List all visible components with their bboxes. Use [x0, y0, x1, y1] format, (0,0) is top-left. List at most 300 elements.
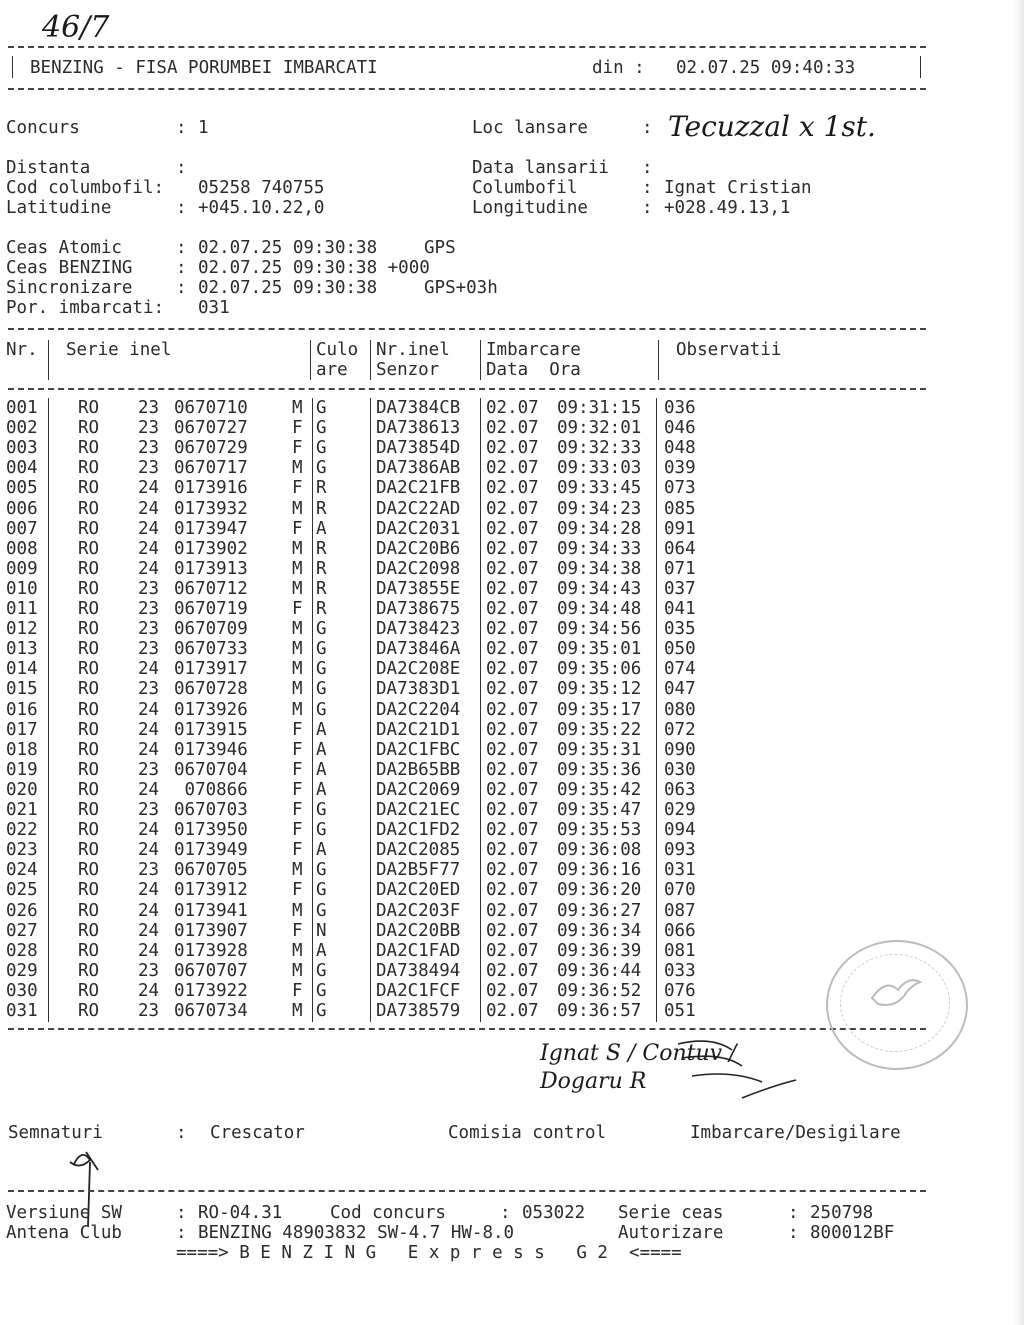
cell-date: 02.07 [486, 558, 539, 579]
cell-nr: 016 [6, 699, 38, 720]
cell-color: G [316, 1001, 327, 1021]
sincronizare-source: GPS+03h [424, 278, 498, 298]
cell-color: G [316, 980, 327, 1001]
versiune-sw-value: RO-04.31 [198, 1203, 283, 1223]
commission-signature-strokes [672, 1036, 802, 1116]
cell-sex: F [292, 739, 303, 760]
cell-year: 24 [138, 478, 160, 499]
cell-date: 02.07 [486, 398, 539, 418]
cell-country: RO [78, 518, 100, 539]
cell-sex: M [292, 940, 303, 961]
table-header-rule [8, 388, 926, 390]
cell-ring-number: 0670705 [174, 860, 248, 881]
cell-nr: 022 [6, 820, 38, 841]
ceas-atomic-source: GPS [424, 238, 456, 258]
header-top-rule [8, 46, 926, 48]
cell-observatii: 072 [664, 719, 696, 740]
cell-country: RO [78, 619, 100, 640]
cell-nr: 017 [6, 719, 38, 740]
cell-ring-number: 0173922 [174, 980, 248, 1001]
cell-date: 02.07 [486, 639, 539, 660]
cell-nr: 021 [6, 800, 38, 820]
cell-sensor: DA7384CB [376, 398, 461, 418]
cell-country: RO [78, 920, 100, 941]
table-row [0, 519, 1024, 539]
cell-time: 09:34:33 [557, 538, 642, 559]
cell-sex: M [292, 458, 303, 479]
cell-sex: M [292, 1001, 303, 1021]
cell-date: 02.07 [486, 498, 539, 519]
cell-observatii: 031 [664, 860, 696, 881]
longitudine-value: +028.49.13,1 [664, 198, 791, 218]
cod-concurs-label: Cod concurs [330, 1203, 446, 1223]
cell-date: 02.07 [486, 880, 539, 901]
cell-nr: 018 [6, 739, 38, 760]
cell-sex: F [292, 980, 303, 1001]
cell-country: RO [78, 840, 100, 861]
cell-ring-number: 0173946 [174, 739, 248, 760]
table-row [0, 780, 1024, 800]
cell-sensor: DA2C21D1 [376, 719, 461, 740]
cell-nr: 012 [6, 619, 38, 640]
serie-ceas-colon: : [788, 1203, 799, 1223]
cell-color: G [316, 860, 327, 881]
cell-sex: M [292, 679, 303, 700]
cell-nr: 007 [6, 518, 38, 539]
cell-year: 24 [138, 518, 160, 539]
cell-country: RO [78, 759, 100, 780]
cell-time: 09:35:47 [557, 800, 642, 820]
cell-nr: 002 [6, 418, 38, 439]
cell-time: 09:34:48 [557, 599, 642, 619]
cell-nr: 025 [6, 880, 38, 901]
cell-year: 24 [138, 920, 160, 941]
cell-year: 23 [138, 438, 160, 459]
cell-ring-number: 0173915 [174, 719, 248, 740]
table-row [0, 478, 1024, 498]
cell-color: G [316, 900, 327, 921]
cell-year: 23 [138, 1001, 160, 1021]
cell-time: 09:34:23 [557, 498, 642, 519]
cell-nr: 024 [6, 860, 38, 881]
cell-country: RO [78, 679, 100, 700]
data-lansarii-colon: : [642, 158, 653, 178]
cell-sensor: DA2C2085 [376, 840, 461, 861]
cell-ring-number: 0670719 [174, 599, 248, 619]
concurs-label: Concurs [6, 118, 80, 138]
cell-color: G [316, 458, 327, 479]
cell-sensor: DA2C1FCF [376, 980, 461, 1001]
cell-year: 23 [138, 679, 160, 700]
table-row [0, 438, 1024, 458]
cell-country: RO [78, 538, 100, 559]
cell-ring-number: 0670733 [174, 639, 248, 660]
cell-year: 23 [138, 458, 160, 479]
cell-time: 09:36:39 [557, 940, 642, 961]
longitudine-label: Longitudine [472, 198, 588, 218]
cell-date: 02.07 [486, 1001, 539, 1021]
latitudine-value: +045.10.22,0 [198, 198, 325, 218]
cell-ring-number: 0173950 [174, 820, 248, 841]
cell-sensor: DA2C20B6 [376, 538, 461, 559]
cell-year: 23 [138, 639, 160, 660]
cell-ring-number: 0173917 [174, 659, 248, 680]
cell-country: RO [78, 940, 100, 961]
porumbei-imbarcati-value: 031 [198, 298, 230, 318]
cell-date: 02.07 [486, 719, 539, 740]
table-bottom-rule [8, 1028, 926, 1030]
table-row [0, 820, 1024, 840]
cell-date: 02.07 [486, 518, 539, 539]
cell-sex: F [292, 820, 303, 841]
cell-time: 09:34:38 [557, 558, 642, 579]
cell-country: RO [78, 458, 100, 479]
cell-time: 09:36:08 [557, 840, 642, 861]
latitudine-colon: : [176, 198, 187, 218]
cell-country: RO [78, 558, 100, 579]
cell-sex: F [292, 800, 303, 820]
cell-date: 02.07 [486, 418, 539, 439]
cell-sensor: DA2C1FBC [376, 739, 461, 760]
cell-ring-number: 0670709 [174, 619, 248, 640]
cell-date: 02.07 [486, 920, 539, 941]
cell-year: 23 [138, 599, 160, 619]
cell-sex: F [292, 759, 303, 780]
table-row [0, 800, 1024, 820]
cell-sensor: DA2B65BB [376, 759, 461, 780]
cell-year: 24 [138, 659, 160, 680]
cell-sex: M [292, 558, 303, 579]
cell-sensor: DA2C22AD [376, 498, 461, 519]
cell-date: 02.07 [486, 659, 539, 680]
cell-year: 24 [138, 779, 160, 800]
cell-sensor: DA73854D [376, 438, 461, 459]
cell-ring-number: 0670704 [174, 759, 248, 780]
handwritten-page-mark: 46/7 [42, 10, 110, 45]
cell-nr: 019 [6, 759, 38, 780]
table-row [0, 418, 1024, 438]
cell-year: 24 [138, 980, 160, 1001]
cell-country: RO [78, 880, 100, 901]
table-row [0, 740, 1024, 760]
antena-club-value: BENZING 48903832 SW-4.7 HW-8.0 [198, 1223, 515, 1243]
cell-time: 09:35:42 [557, 779, 642, 800]
cell-nr: 011 [6, 599, 38, 619]
cell-year: 24 [138, 940, 160, 961]
cell-year: 24 [138, 739, 160, 760]
commission-signatures: Ignat S / Contuv / Dogaru R [540, 1041, 737, 1094]
cell-date: 02.07 [486, 759, 539, 780]
cell-nr: 014 [6, 659, 38, 680]
cell-ring-number: 0670707 [174, 960, 248, 981]
cell-observatii: 030 [664, 759, 696, 780]
cell-nr: 004 [6, 458, 38, 479]
cell-time: 09:36:27 [557, 900, 642, 921]
col-header-observatii: Observatii [676, 340, 782, 360]
cell-country: RO [78, 800, 100, 820]
cell-time: 09:36:16 [557, 860, 642, 881]
cell-year: 24 [138, 900, 160, 921]
cell-year: 24 [138, 699, 160, 720]
cell-sex: F [292, 880, 303, 901]
cell-color: G [316, 679, 327, 700]
cell-color: A [316, 719, 327, 740]
cell-year: 23 [138, 759, 160, 780]
loc-lansare-handwritten: Tecuzzal x 1st. [668, 110, 876, 143]
cell-date: 02.07 [486, 619, 539, 640]
header-divider-nr [48, 340, 49, 380]
semnaturi-colon: : [176, 1123, 187, 1143]
cell-year: 23 [138, 800, 160, 820]
cell-sex: F [292, 779, 303, 800]
cell-time: 09:36:52 [557, 980, 642, 1001]
columbofil-colon: : [642, 178, 653, 198]
cell-ring-number: 0173913 [174, 558, 248, 579]
cell-date: 02.07 [486, 739, 539, 760]
cell-sensor: DA7386AB [376, 458, 461, 479]
cell-year: 23 [138, 619, 160, 640]
cell-date: 02.07 [486, 980, 539, 1001]
cell-observatii: 073 [664, 478, 696, 499]
cell-observatii: 047 [664, 679, 696, 700]
table-row [0, 700, 1024, 720]
concurs-colon: : [176, 118, 187, 138]
cell-sex: M [292, 699, 303, 720]
cell-date: 02.07 [486, 458, 539, 479]
col-header-imbarcare-1: Imbarcare [486, 340, 581, 360]
col-header-serie-inel: Serie inel [66, 340, 172, 360]
cell-ring-number: 0173928 [174, 940, 248, 961]
cell-observatii: 071 [664, 558, 696, 579]
cell-sensor: DA73855E [376, 578, 461, 599]
cell-ring-number: 0173947 [174, 518, 248, 539]
table-row [0, 499, 1024, 519]
cell-time: 09:31:15 [557, 398, 642, 418]
cell-ring-number: 0670710 [174, 398, 248, 418]
cell-color: G [316, 880, 327, 901]
table-row [0, 679, 1024, 699]
cell-color: G [316, 418, 327, 439]
cell-observatii: 076 [664, 980, 696, 1001]
cell-sex: M [292, 538, 303, 559]
versiune-sw-label: Versiune SW [6, 1203, 122, 1223]
cell-observatii: 029 [664, 800, 696, 820]
cell-color: R [316, 498, 327, 519]
cell-ring-number: 0173949 [174, 840, 248, 861]
distanta-colon: : [176, 158, 187, 178]
cell-country: RO [78, 498, 100, 519]
data-lansarii-label: Data lansarii [472, 158, 609, 178]
cell-country: RO [78, 739, 100, 760]
cell-country: RO [78, 820, 100, 841]
cell-sensor: DA2C2204 [376, 699, 461, 720]
cell-sensor: DA2C21FB [376, 478, 461, 499]
cell-time: 09:35:36 [557, 759, 642, 780]
cell-year: 23 [138, 960, 160, 981]
ceas-atomic-colon: : [176, 238, 187, 258]
cell-observatii: 074 [664, 659, 696, 680]
cell-color: N [316, 920, 327, 941]
cell-nr: 013 [6, 639, 38, 660]
cell-country: RO [78, 639, 100, 660]
footer-top-rule [8, 1190, 926, 1192]
cell-ring-number: 0670717 [174, 458, 248, 479]
cell-observatii: 080 [664, 699, 696, 720]
cell-time: 09:36:34 [557, 920, 642, 941]
cell-year: 23 [138, 398, 160, 418]
cell-nr: 020 [6, 779, 38, 800]
cell-country: RO [78, 478, 100, 499]
sincronizare-colon: : [176, 278, 187, 298]
cell-sex: F [292, 438, 303, 459]
cell-sex: F [292, 418, 303, 439]
ceas-benzing-label: Ceas BENZING [6, 258, 133, 278]
cell-nr: 001 [6, 398, 38, 418]
cell-sensor: DA2C208E [376, 659, 461, 680]
cell-color: G [316, 438, 327, 459]
cell-observatii: 085 [664, 498, 696, 519]
cell-year: 24 [138, 820, 160, 841]
cell-sex: F [292, 719, 303, 740]
cell-color: A [316, 779, 327, 800]
cell-nr: 030 [6, 980, 38, 1001]
distanta-label: Distanta [6, 158, 91, 178]
cell-ring-number: 0670728 [174, 679, 248, 700]
cell-sensor: DA2C2069 [376, 779, 461, 800]
cell-nr: 031 [6, 1001, 38, 1021]
cell-date: 02.07 [486, 860, 539, 881]
benzing-express-banner: ====> B E N Z I N G E x p r e s s G 2 <==== [176, 1243, 682, 1263]
ceas-atomic-label: Ceas Atomic [6, 238, 122, 258]
columbofil-label: Columbofil [472, 178, 578, 198]
cell-color: A [316, 739, 327, 760]
table-top-rule [8, 328, 926, 330]
cell-color: A [316, 759, 327, 780]
cell-observatii: 035 [664, 619, 696, 640]
cell-nr: 009 [6, 558, 38, 579]
cell-observatii: 048 [664, 438, 696, 459]
ceas-benzing-value: 02.07.25 09:30:38 +000 [198, 258, 430, 278]
crescator-label: Crescator [210, 1123, 305, 1143]
cell-sensor: DA2C21EC [376, 800, 461, 820]
table-row [0, 559, 1024, 579]
table-row [0, 458, 1024, 478]
cell-date: 02.07 [486, 940, 539, 961]
cell-year: 24 [138, 840, 160, 861]
comisia-control-label: Comisia control [448, 1123, 607, 1143]
cell-nr: 027 [6, 920, 38, 941]
antena-club-colon: : [176, 1223, 187, 1243]
cell-color: G [316, 619, 327, 640]
loc-lansare-colon: : [642, 118, 653, 138]
cell-color: A [316, 518, 327, 539]
cell-color: R [316, 578, 327, 599]
cell-color: G [316, 398, 327, 418]
cell-year: 23 [138, 860, 160, 881]
antena-club-label: Antena Club [6, 1223, 122, 1243]
cell-observatii: 093 [664, 840, 696, 861]
cell-ring-number: 0173912 [174, 880, 248, 901]
cell-sensor: DA738494 [376, 960, 461, 981]
cell-observatii: 063 [664, 779, 696, 800]
cell-sex: M [292, 639, 303, 660]
cell-observatii: 051 [664, 1001, 696, 1021]
versiune-sw-colon: : [176, 1203, 187, 1223]
cod-concurs-colon: : [500, 1203, 511, 1223]
cell-sensor: DA738579 [376, 1001, 461, 1021]
cell-date: 02.07 [486, 478, 539, 499]
cell-observatii: 036 [664, 398, 696, 418]
din-value: 02.07.25 09:40:33 [676, 58, 856, 78]
cell-observatii: 094 [664, 820, 696, 841]
autorizare-colon: : [788, 1223, 799, 1243]
cell-sensor: DA2C20ED [376, 880, 461, 901]
cell-sex: F [292, 840, 303, 861]
col-header-nr: Nr. [6, 340, 38, 360]
cell-sex: F [292, 478, 303, 499]
cell-sensor: DA2C2031 [376, 518, 461, 539]
cell-sex: F [292, 518, 303, 539]
col-header-nrinel-1: Nr.inel [376, 340, 450, 360]
cell-date: 02.07 [486, 779, 539, 800]
cell-sex: M [292, 960, 303, 981]
table-row [0, 840, 1024, 860]
cell-date: 02.07 [486, 679, 539, 700]
cell-observatii: 046 [664, 418, 696, 439]
cell-country: RO [78, 1001, 100, 1021]
cell-time: 09:35:01 [557, 639, 642, 660]
cell-time: 09:34:28 [557, 518, 642, 539]
cell-observatii: 041 [664, 599, 696, 619]
cell-date: 02.07 [486, 578, 539, 599]
cell-ring-number: 0670734 [174, 1001, 248, 1021]
cell-country: RO [78, 719, 100, 740]
cell-sex: M [292, 498, 303, 519]
cell-observatii: 091 [664, 518, 696, 539]
serie-ceas-value: 250798 [810, 1203, 874, 1223]
cell-date: 02.07 [486, 438, 539, 459]
cell-ring-number: 0670712 [174, 578, 248, 599]
cell-time: 09:36:57 [557, 1001, 642, 1021]
cell-sensor: DA2C20BB [376, 920, 461, 941]
cell-nr: 006 [6, 498, 38, 519]
cell-date: 02.07 [486, 538, 539, 559]
cell-time: 09:33:03 [557, 458, 642, 479]
col-header-nrinel-2: Senzor [376, 360, 440, 380]
cell-color: R [316, 538, 327, 559]
cell-nr: 005 [6, 478, 38, 499]
cell-date: 02.07 [486, 800, 539, 820]
cell-sex: M [292, 398, 303, 418]
cell-sensor: DA2C2098 [376, 558, 461, 579]
cell-time: 09:35:22 [557, 719, 642, 740]
table-row [0, 901, 1024, 921]
cell-color: G [316, 699, 327, 720]
latitudine-label: Latitudine [6, 198, 112, 218]
cell-nr: 003 [6, 438, 38, 459]
scan-edge-shadow [1014, 0, 1024, 1325]
cell-sensor: DA738675 [376, 599, 461, 619]
cell-year: 23 [138, 418, 160, 439]
header-right-border [920, 56, 921, 78]
cell-observatii: 039 [664, 458, 696, 479]
cod-concurs-value: 053022 [522, 1203, 586, 1223]
cell-ring-number: 0670703 [174, 800, 248, 820]
cod-columbofil-value: 05258 740755 [198, 178, 325, 198]
cell-nr: 029 [6, 960, 38, 981]
autorizare-label: Autorizare [618, 1223, 724, 1243]
cell-observatii: 081 [664, 940, 696, 961]
